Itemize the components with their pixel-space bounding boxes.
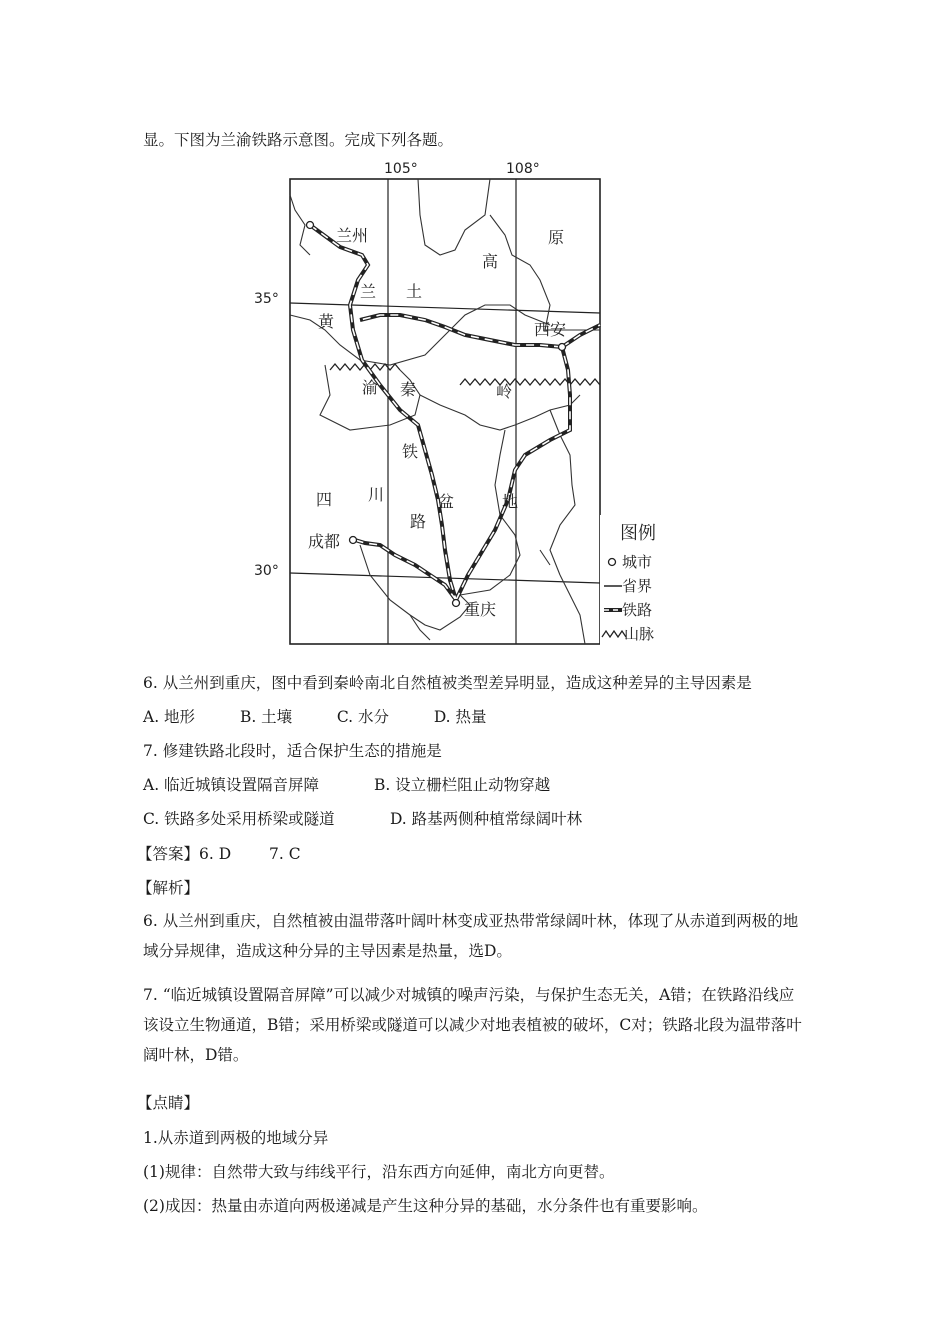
analysis-label: 【解析】 [137, 879, 200, 897]
tips-label: 【点睛】 [137, 1094, 200, 1112]
region-char-lan: 兰 [360, 282, 377, 301]
question-7-stem: 7. 修建铁路北段时，适合保护生态的措施是 [143, 742, 442, 760]
lon-label-108: 108° [506, 161, 540, 177]
region-char-yuan: 原 [548, 228, 565, 247]
q6-option-d: D. 热量 [433, 708, 487, 726]
city-marker-chengdu [350, 537, 357, 544]
city-label-chengdu: 成都 [308, 532, 341, 551]
lon-label-105: 105° [384, 161, 418, 177]
region-char-si: 四 [316, 490, 333, 509]
map-legend [600, 515, 656, 645]
region-char-ling: 岭 [496, 382, 513, 401]
q6-option-a: A. 地形 [143, 708, 196, 726]
city-marker-xian [559, 344, 566, 351]
legend-city-icon [609, 559, 616, 566]
parallel-35 [290, 303, 600, 313]
tips-title: 1.从赤道到两极的地域分异 [143, 1129, 329, 1147]
intro-text: 显。下图为兰渝铁路示意图。完成下列各题。 [143, 131, 454, 149]
city-marker-lanzhou [307, 222, 314, 229]
city-label-chongqing: 重庆 [464, 600, 497, 619]
region-char-gao: 高 [482, 252, 499, 271]
question-7-options-row2 [143, 809, 582, 829]
parallel-30 [290, 573, 600, 583]
answer-label: 【答案】 [137, 845, 200, 863]
city-label-xian: 西安 [534, 320, 567, 339]
legend-city-label: 城市 [622, 553, 653, 571]
lat-label-30: 30° [254, 563, 279, 579]
q7-option-b: B. 设立栅栏阻止动物穿越 [373, 776, 551, 794]
question-6-options [143, 707, 487, 727]
answer-line [137, 844, 301, 864]
tips-item-1: (1)规律：自然带大致与纬线平行，沿东西方向延伸，南北方向更替。 [143, 1163, 615, 1181]
legend-mountain-label: 山脉 [624, 625, 655, 643]
region-char-tu: 土 [406, 282, 423, 301]
region-char-pen: 盆 [438, 492, 455, 511]
q7-option-a: A. 临近城镇设置隔音屏障 [143, 776, 320, 794]
city-label-lanzhou: 兰州 [336, 226, 369, 245]
region-char-chuan: 川 [368, 485, 385, 504]
answer-7: 7. C [269, 845, 301, 863]
answer-6: 6. D [199, 845, 232, 863]
q6-option-b: B. 土壤 [239, 708, 293, 726]
region-char-di: 地 [502, 492, 519, 511]
region-char-lu: 路 [410, 512, 427, 531]
q7-option-d: D. 路基两侧种植常绿阔叶林 [389, 810, 583, 828]
region-char-qin: 秦 [400, 380, 417, 399]
lanyu-railway-map [250, 155, 656, 650]
q7-option-c: C. 铁路多处采用桥梁或隧道 [143, 810, 335, 828]
city-marker-chongqing [453, 600, 460, 607]
question-7-options-row1 [143, 775, 550, 795]
lat-label-35: 35° [254, 291, 279, 307]
q6-option-c: C. 水分 [336, 708, 390, 726]
region-char-tie: 铁 [402, 442, 419, 461]
analysis-6: 6. 从兰州到重庆，自然植被由温带落叶阔叶林变成亚热带常绿阔叶林，体现了从赤道到两极的地域分异规律，造成这种分异的主导因素是热量，选D。 [143, 912, 799, 960]
legend-border-label: 省界 [622, 577, 653, 595]
question-6-stem: 6. 从兰州到重庆，图中看到秦岭南北自然植被类型差异明显，造成这种差异的主导因素是 [143, 674, 752, 692]
region-char-yu: 渝 [362, 378, 379, 397]
legend-railway-label: 铁路 [622, 601, 653, 619]
region-char-huang: 黄 [318, 312, 335, 331]
analysis-7: 7. “临近城镇设置隔音屏障”可以减少对城镇的噪声污染，与保护生态无关，A错；在铁路沿线应该设立生物通道，B错；采用桥梁或隧道可以减少对地表植被的破坏，C对；铁路北段为温带落叶阔叶林，D错。 [143, 986, 802, 1064]
legend-title: 图例 [620, 523, 656, 544]
tips-item-2: (2)成因：热量由赤道向两极递减是产生这种分异的基础，水分条件也有重要影响。 [143, 1197, 708, 1215]
